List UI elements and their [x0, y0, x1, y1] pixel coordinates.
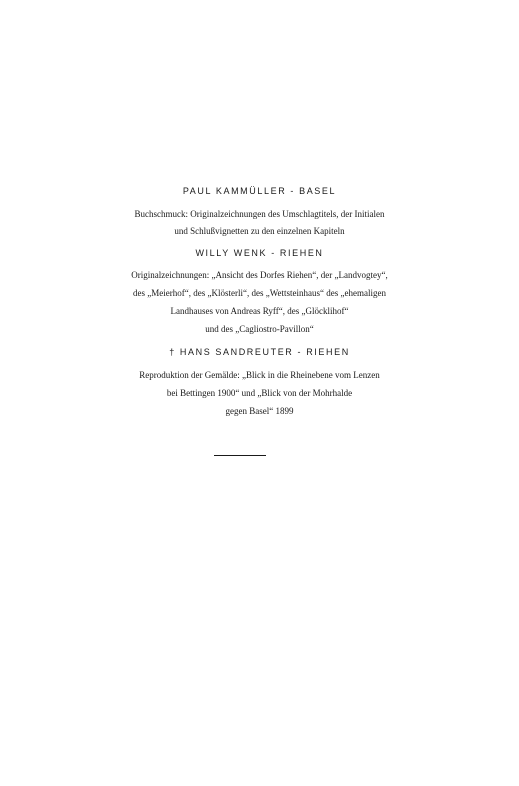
credit-line: bei Bettingen 1900“ und „Blick von der Mohrhalde: [166, 388, 353, 398]
credit-line: des „Meierhof“, des „Klösterli“, des „Wettsteinhaus“ des „ehemaligen: [133, 288, 386, 298]
credit-line: Buchschmuck: Originalzeichnungen des Umschlagtitels, der Initialen: [134, 209, 385, 219]
credit-line: und des „Cagliostro-Pavillon“: [205, 324, 314, 334]
credit-line: Originalzeichnungen: „Ansicht des Dorfes Riehen“, der „Landvogtey“,: [131, 270, 388, 280]
credit-name-kammueller: PAUL KAMMÜLLER - BASEL: [182, 186, 337, 196]
credit-name-wenk: WILLY WENK - RIEHEN: [195, 248, 324, 258]
credit-line: gegen Basel“ 1899: [225, 406, 294, 416]
credit-line: und Schlußvignetten zu den einzelnen Kapiteln: [174, 226, 345, 236]
credit-name-sandreuter: † HANS SANDREUTER - RIEHEN: [169, 347, 350, 357]
credit-line: Landhauses von Andreas Ryff“, des „Glöcklihof“: [170, 306, 349, 316]
closing-rule: [214, 455, 266, 456]
credit-line: Reproduktion der Gemälde: „Blick in die Rheinebene vom Lenzen: [139, 370, 380, 380]
